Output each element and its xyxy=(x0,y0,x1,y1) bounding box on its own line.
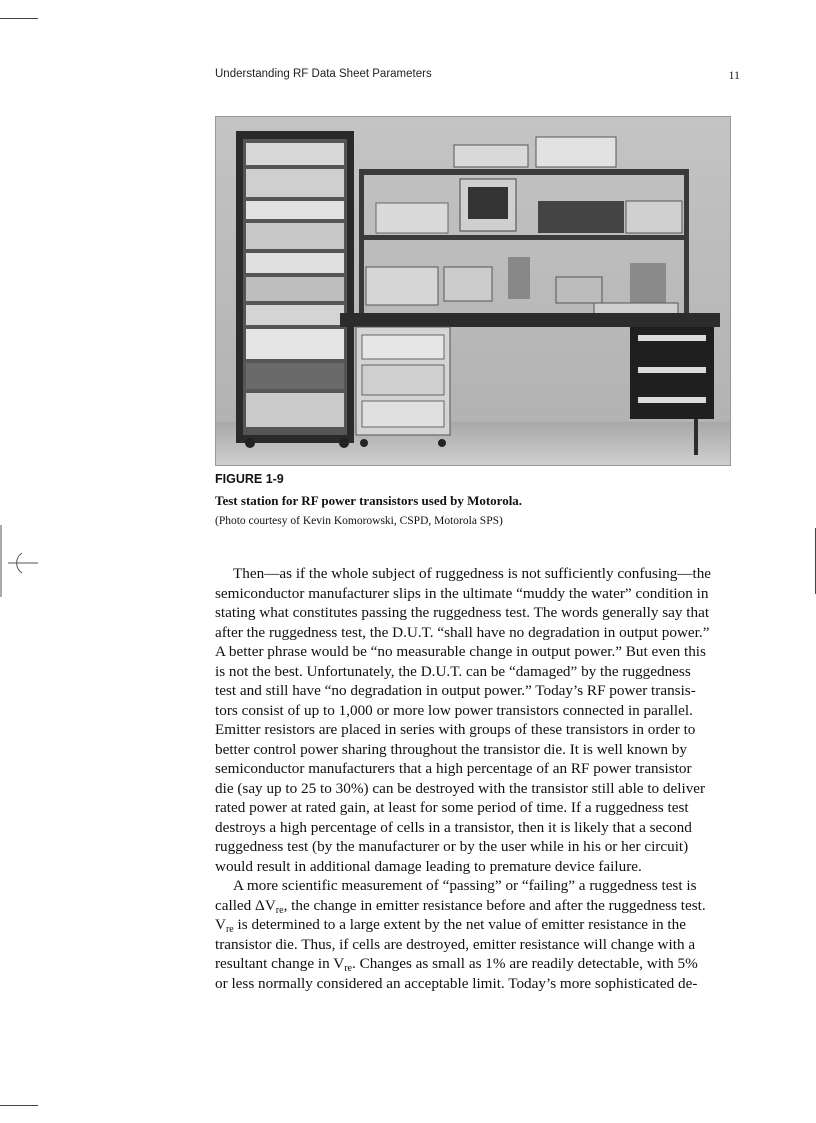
text-line: semiconductor manufacturers that a high percentage of an RF power transistor xyxy=(215,760,692,777)
figure-photo xyxy=(215,116,731,466)
text-line: test and still have “no degradation in output power.” Today’s RF power transis- xyxy=(215,682,696,699)
running-head: Understanding RF Data Sheet Parameters xyxy=(215,68,432,80)
text-line: is not the best. Unfortunately, the D.U.T. can be “damaged” by the ruggedness xyxy=(215,662,691,680)
text-line: Then—as if the whole subject of ruggedness is not sufficiently confusing—the xyxy=(233,565,712,582)
text-line: tors consist of up to 1,000 or more low power transistors connected in parallel. xyxy=(215,701,693,719)
page-number: 11 xyxy=(728,68,740,82)
text-line: called $\Delta V_{re}$, the change in emitter resistance before and after the ruggedness test. xyxy=(215,896,706,916)
text-line: die (say up to 25 to 30%) can be destroyed with the transistor still able to deliver xyxy=(215,779,706,797)
crop-mark xyxy=(0,18,38,19)
text-line: or less normally considered an acceptable limit. Today’s more sophisticated de- xyxy=(215,974,698,992)
figure-label: FIGURE 1-9 xyxy=(215,472,284,486)
figure-caption: Test station for RF power transistors used by Motorola. xyxy=(215,493,523,508)
text-line: stating what constitutes passing the ruggedness test. The words generally say that xyxy=(215,604,710,621)
text-line: rated power at rated gain, at least for some period of time. If a ruggedness test xyxy=(215,799,689,816)
figure-credit: (Photo courtesy of Kevin Komorowski, CSPD, Motorola SPS) xyxy=(215,515,503,527)
text-line: transistor die. Thus, if cells are destroyed, emitter resistance will change with a xyxy=(215,935,696,953)
text-line: A more scientific measurement of “passing” or “failing” a ruggedness test is xyxy=(233,877,697,894)
body-text xyxy=(215,564,745,993)
page-header xyxy=(215,68,740,84)
text-line: destroys a high percentage of cells in a transistor, then it is likely that a second xyxy=(215,818,692,836)
text-line: ruggedness test (by the manufacturer or by the user while in his or her circuit) xyxy=(215,838,689,855)
crop-mark xyxy=(0,1105,38,1106)
text-line: after the ruggedness test, the D.U.T. “shall have no degradation in output power.” xyxy=(215,623,710,641)
text-line: would result in additional damage leading to premature device failure. xyxy=(215,857,642,875)
test-station-photo xyxy=(216,117,730,465)
text-line: Emitter resistors are placed in series with groups of these transistors in order to xyxy=(215,721,696,738)
text-line: $V_{re}$ is determined to a large extent by the net value of emitter resistance in the xyxy=(215,916,686,935)
registration-mark xyxy=(0,525,40,597)
text-line: better control power sharing throughout the transistor die. It is well known by xyxy=(215,740,687,758)
text-line: A better phrase would be “no measurable change in output power.” But even this xyxy=(215,643,706,660)
text-line: semiconductor manufacturer slips in the ultimate “muddy the water” condition in xyxy=(215,584,709,602)
text-line: resultant change in $V_{re}$. Changes as small as 1% are readily detectable, with 5% xyxy=(215,955,698,974)
